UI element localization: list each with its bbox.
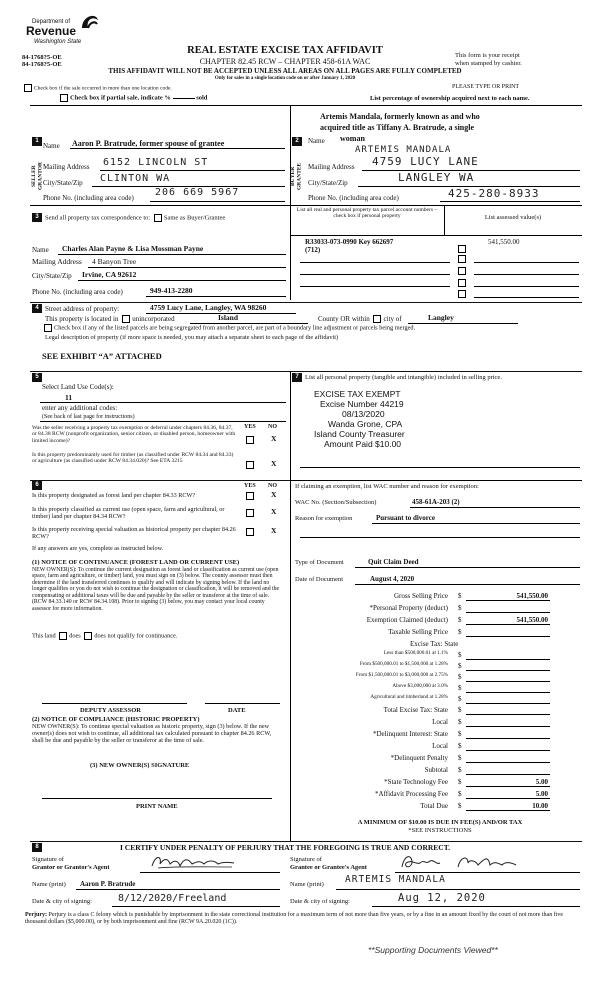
- local2-dollar: $: [458, 742, 462, 750]
- grantee-print-label: Name (print): [290, 881, 324, 888]
- legal-note: Legal description of property (if more space is needed, you may attach a separate sheet to each page of the affidavit): [45, 334, 339, 341]
- taxable-label: Taxable Selling Price: [388, 628, 448, 636]
- supporting-docs-note: **Supporting Documents Viewed**: [368, 945, 498, 955]
- buyer-side-label: BUYER GRANTEE: [290, 162, 303, 190]
- delinq-penalty-dollar: $: [458, 754, 462, 762]
- grantor-print-label: Name (print): [32, 881, 66, 888]
- perjury-text: Perjury is a class C felony which is punishable by imprisonment in the state correctional institution for a maximum term of not more than five years, or by a fine in an amount fixed by the court of not more than five thousand dollars ($5,000.00), or by both imprisonment and fine (RCW 9A.20.020 (1C)).: [25, 912, 564, 926]
- grantor-print[interactable]: Aaron P. Bratrude: [80, 880, 136, 888]
- form-code-2: 84-1768?5-OE: [22, 61, 62, 68]
- s5-no-header: NO: [268, 424, 277, 430]
- multi-location-label: Check box if the sale occurred in more than one location code.: [34, 85, 172, 92]
- tax-row-tier5: [300, 695, 550, 704]
- buyer-name-line1[interactable]: Artemis Mandala, formerly known as and who: [320, 112, 480, 121]
- corr-name-label: Name: [32, 246, 49, 254]
- tier5-dollar: $: [458, 695, 462, 703]
- wac-label: WAC No. (Section/Subsection): [295, 499, 377, 506]
- tax-row-local2: [300, 742, 550, 751]
- total-due-dollar: $: [458, 802, 462, 810]
- buyer-mailing[interactable]: 4759 LUCY LANE: [372, 155, 479, 168]
- s6-q2: Is this property classified as current use (open space, farm and agricultural, or timber) land per chapter 84.34 RCW?: [32, 506, 225, 521]
- sold-label: sold: [196, 94, 208, 102]
- corr-mailing[interactable]: 4 Banyon Tree: [92, 257, 137, 266]
- new-owner-signature-field[interactable]: [42, 798, 272, 799]
- buyer-phone-label: Phone No. (including area code): [308, 194, 399, 202]
- personal-label: *Personal Property (deduct): [369, 604, 448, 612]
- exemption-claim-label: If claiming an exemption, list WAC number and reason for exemption:: [295, 483, 479, 490]
- delinq-interest-dollar: $: [458, 730, 462, 738]
- exemption-reason[interactable]: Pursuant to divorce: [376, 514, 435, 522]
- buyer-name-line2[interactable]: acquired title as Tiffany A. Bratrude, a single: [320, 123, 475, 132]
- tier1-dollar: $: [458, 651, 462, 659]
- form-title: REAL ESTATE EXCISE TAX AFFIDAVIT: [187, 45, 383, 56]
- grantor-date[interactable]: 8/12/2020/Freeland: [118, 893, 227, 904]
- state-tech-label: *State Technology Fee: [384, 778, 448, 786]
- receipt-note-2: when stamped by cashier.: [455, 60, 522, 67]
- section-5-badge: 5: [32, 373, 42, 382]
- partial-sale-row: [58, 94, 207, 102]
- assessed-header: List assessed value(s): [484, 214, 542, 221]
- total-excise-dollar: $: [458, 706, 462, 714]
- buyer-name-hand[interactable]: ARTEMIS MANDALA: [355, 145, 452, 155]
- gross-dollar: $: [458, 592, 462, 600]
- affidavit-fee-value[interactable]: 5.00: [535, 790, 548, 798]
- notice2-title: (2) NOTICE OF COMPLIANCE (HISTORIC PROPERTY): [32, 716, 200, 723]
- grantor-sig-label-1: Signature of: [32, 856, 64, 863]
- doc-type-label: Type of Document: [295, 559, 344, 566]
- s5-q1-yes-checkbox[interactable]: [244, 436, 256, 444]
- buyer-name-line3[interactable]: woman: [340, 134, 365, 143]
- notice1-title: (1) NOTICE OF CONTINUANCE (FOREST LAND OR CURRENT USE): [32, 559, 240, 566]
- buyer-city[interactable]: LANGLEY WA: [398, 171, 475, 184]
- parcel-checkbox-1[interactable]: [456, 245, 468, 253]
- seller-name-label: Name: [43, 142, 60, 150]
- exemption-dollar: $: [458, 616, 462, 624]
- personal-dollar: $: [458, 604, 462, 612]
- stamp-line-3: 08/13/2020: [342, 409, 385, 419]
- send-correspondence-label: Send all property tax correspondence to:: [45, 214, 151, 222]
- corr-city-label: City/State/Zip: [32, 272, 72, 280]
- perjury-note: [25, 912, 581, 926]
- corr-name[interactable]: Charles Alan Payne & Lisa Mossman Payne: [62, 244, 204, 253]
- corr-phone-label: Phone No. (including area code): [32, 288, 123, 296]
- form-code-1: 84-1768?5-OE: [22, 54, 62, 61]
- excise-state-label: Excise Tax: State: [410, 640, 459, 648]
- tax-row-state-tech: [300, 778, 550, 787]
- only-for-sales: Only for sales in a single location code on or after January 1, 2020: [214, 76, 356, 81]
- logo-state: Washington State: [34, 39, 82, 45]
- local2-label: Local: [432, 742, 448, 750]
- personal-property-label: List all personal property (tangible and intangible) included in selling price.: [305, 374, 502, 381]
- taxable-dollar: $: [458, 628, 462, 636]
- exempt-stamp: [314, 389, 405, 449]
- s6-q1-yes-checkbox[interactable]: [244, 492, 256, 500]
- affidavit-fee-dollar: $: [458, 790, 462, 798]
- receipt-note-1: This form is your receipt: [455, 52, 520, 59]
- partial-sale-checkbox[interactable]: [60, 94, 68, 102]
- total-excise-label: Total Excise Tax: State: [383, 706, 448, 714]
- section-4-badge: 4: [32, 304, 42, 313]
- type-or-print: PLEASE TYPE OR PRINT: [452, 84, 520, 90]
- dor-logo: [22, 10, 112, 50]
- exemption-claimed-label: Exemption Claimed (deduct): [366, 616, 448, 624]
- s6-yes-header: YES: [244, 483, 256, 489]
- stamp-line-1: EXCISE TAX EXEMPT: [314, 389, 401, 399]
- reason-label: Reason for exemption: [295, 515, 353, 522]
- multi-location-checkbox[interactable]: [24, 84, 32, 92]
- buyer-mailing-label: Mailing Address: [308, 163, 355, 171]
- new-owner-signature-label: (3) NEW OWNER(S) SIGNATURE: [90, 762, 190, 769]
- tax-row-tier4: [300, 684, 550, 693]
- s6-q3-yes-checkbox[interactable]: [244, 528, 256, 536]
- wac-number[interactable]: 458-61A-203 (2): [412, 498, 460, 506]
- total-due-label: Total Due: [420, 802, 448, 810]
- tax-row-exemption: [300, 616, 550, 625]
- local-label: Local: [432, 718, 448, 726]
- total-due-value[interactable]: 10.00: [532, 802, 548, 810]
- local-dollar: $: [458, 718, 462, 726]
- grantee-signature[interactable]: [398, 851, 528, 873]
- minimum-note: A MINIMUM OF $10.00 IS DUE IN FEE(S) AND/OR TAX: [357, 819, 523, 826]
- tier2-dollar: $: [458, 662, 462, 670]
- s6-q1: Is this property designated as forest land per chapter 84.33 RCW?: [32, 492, 196, 499]
- stamp-line-5: Island County Treasurer: [314, 429, 405, 439]
- buyer-name-label: Name: [308, 137, 325, 145]
- state-tech-value[interactable]: 5.00: [535, 778, 548, 786]
- located-label: This property is located in: [45, 315, 119, 323]
- parcel-checkbox-2[interactable]: [456, 255, 468, 263]
- street-address[interactable]: 4759 Lucy Lane, Langley, WA 98260: [150, 303, 267, 312]
- corr-mailing-label: Mailing Address: [32, 257, 82, 266]
- tax-row-tier1: [300, 651, 550, 660]
- tier4-dollar: $: [458, 684, 462, 692]
- this-land-label: This land: [32, 632, 56, 640]
- s6-q3-answer[interactable]: X: [271, 526, 277, 535]
- stamp-line-4: Wanda Grone, CPA: [328, 419, 403, 429]
- same-as-buyer-label: Same as Buyer/Grantee: [163, 214, 226, 222]
- logo-dept: Department of: [32, 19, 71, 25]
- tax-row-taxable: [300, 628, 550, 637]
- print-name-label: PRINT NAME: [136, 803, 178, 810]
- grantor-sig-label-2: Grantor or Grantor's Agent: [32, 864, 110, 871]
- tax-row-total-excise: [300, 706, 550, 715]
- additional-codes-label: enter any additional codes:: [42, 404, 118, 412]
- buyer-city-label: City/State/Zip: [308, 179, 348, 187]
- doc-type[interactable]: Quit Claim Deed: [368, 558, 419, 566]
- county[interactable]: Island: [218, 313, 239, 322]
- section-3-badge: 3: [32, 213, 42, 222]
- doc-date-label: Date of Document: [295, 576, 344, 583]
- list-percentage-note: List percentage of ownership acquired next to each name.: [370, 95, 530, 102]
- seller-side-label: SELLER GRANTOR: [31, 162, 44, 191]
- grantee-date[interactable]: Aug 12, 2020: [398, 892, 486, 904]
- parcel-checkbox-3[interactable]: [456, 267, 468, 275]
- state-tech-dollar: $: [458, 778, 462, 786]
- tax-row-tier3: [300, 673, 550, 682]
- city-of-label: city of: [383, 315, 402, 323]
- grantee-date-label: Date & city of signing:: [290, 898, 350, 905]
- tier5-label: Agricultural and timberland at 1.28%: [370, 694, 448, 700]
- s5-q1: Was the seller receiving a property tax exemption or deferral under chapters 84.36, 84.37, or 84.38 RCW (nonprofit organization, senior citizen, or disabled person, homeowner with limited income)?: [32, 425, 236, 444]
- send-correspondence-row: [45, 214, 225, 222]
- section-2-badge: 2: [292, 137, 302, 146]
- segregated-note: Check box if any of the listed parcels are being segregated from another parcel, are part of a boundary line adjustment or parcels being merged.: [54, 324, 416, 332]
- form-subtitle: CHAPTER 82.45 RCW – CHAPTER 458-61A WAC: [199, 57, 371, 66]
- unincorporated-checkbox[interactable]: [122, 315, 130, 323]
- does-label: does: [69, 632, 81, 640]
- section-8-badge: 8: [32, 843, 42, 852]
- land-use-code[interactable]: 11: [65, 393, 73, 402]
- tier4-label: Above $3,000,000 at 3.0%: [392, 683, 448, 689]
- seller-mailing-label: Mailing Address: [43, 163, 90, 171]
- gross-value[interactable]: 541,550.00: [516, 592, 548, 600]
- exemption-claimed-value[interactable]: 541,550.00: [516, 616, 548, 624]
- affidavit-fee-label: *Affidavit Processing Fee: [375, 790, 448, 798]
- tier1-label: Less than $500,000.01 at 1.1%: [383, 650, 448, 656]
- notice2-text: NEW OWNER(S): To continue special valuation as historic property, sign (3) below. If the new owner(s) does not wish to continue, all additional tax calculated pursuant to chapter 84.26 RCW, shall be due and payable by the seller or transferor at the time of sale.: [32, 723, 272, 744]
- seller-name[interactable]: Aaron P. Bratrude, former spouse of grantee: [72, 139, 225, 148]
- tax-row-total-due: [300, 802, 550, 811]
- corr-phone[interactable]: 949-413-2280: [150, 286, 193, 295]
- logo-swoosh-icon: [78, 10, 100, 32]
- partial-percent-field[interactable]: [173, 98, 195, 99]
- street-label: Street address of property:: [45, 305, 120, 313]
- notice1-text: NEW OWNER(S): To continue the current designation as forest land or classification as current use (open space, farm and agriculture, or timber) land, you must sign on (3) below. The county assessor must then determine if the land transferred continues to qualify and will indicate by signing below. If the land no longer qualifies or you do not wish to continue the designation or classification, it will be removed and the compensating or additional taxes will be due and payable by the seller or transferor at the time of sale. (RCW 84.33.140 or RCW 84.34.108). Prior to signing (3) below, you may contact your local county assessor for more information.: [32, 567, 280, 612]
- assessor-date-label: DATE: [228, 707, 246, 714]
- tier3-dollar: $: [458, 673, 462, 681]
- s5-yes-header: YES: [244, 424, 256, 430]
- section-6-badge: 6: [32, 481, 42, 490]
- s6-q2-yes-checkbox[interactable]: [244, 509, 256, 517]
- logo-revenue: Revenue: [26, 24, 77, 38]
- stamp-line-2: Excise Number 44219: [320, 399, 404, 409]
- grantee-sig-label-1: Signature of: [290, 856, 322, 863]
- see-instructions: *SEE INSTRUCTIONS: [408, 827, 472, 834]
- seller-mailing[interactable]: 6152 LINCOLN ST: [103, 157, 209, 168]
- gross-label: Gross Selling Price: [393, 592, 448, 600]
- seller-city-label: City/State/Zip: [43, 179, 83, 187]
- s5-q1-answer[interactable]: X: [271, 434, 277, 443]
- seller-city[interactable]: CLINTON WA: [100, 173, 171, 184]
- see-back-note: (See back of last page for instructions): [42, 414, 135, 420]
- same-as-buyer-checkbox[interactable]: [154, 214, 162, 222]
- corr-city[interactable]: Irvine, CA 92612: [82, 270, 137, 279]
- exhibit-note: SEE EXHIBIT “A” ATTACHED: [42, 351, 162, 361]
- tax-row-gross: [300, 592, 550, 601]
- tax-row-affidavit-fee: [300, 790, 550, 799]
- tax-row-personal: [300, 604, 550, 613]
- subtotal-label: Subtotal: [424, 766, 448, 774]
- county-label: County OR within: [318, 315, 370, 323]
- land-use-label: Select Land Use Code(s):: [42, 383, 114, 391]
- s6-q1-answer[interactable]: X: [271, 490, 277, 499]
- parcel-line-2[interactable]: (712): [305, 246, 321, 254]
- tax-row-delinq-interest: [300, 730, 550, 739]
- form-warning: THIS AFFIDAVIT WILL NOT BE ACCEPTED UNLESS ALL AREAS ON ALL PAGES ARE FULLY COMPLETED: [108, 67, 462, 75]
- certify-statement: I CERTIFY UNDER PENALTY OF PERJURY THAT THE FOREGOING IS TRUE AND CORRECT.: [120, 843, 451, 852]
- parcel-checkbox-5[interactable]: [456, 290, 468, 298]
- tax-row-subtotal: [300, 766, 550, 775]
- deputy-assessor-label: DEPUTY ASSESSOR: [80, 707, 141, 714]
- county-row: [318, 315, 402, 323]
- does-not-label: does not qualify for continuance.: [94, 632, 178, 640]
- does-not-checkbox[interactable]: [84, 632, 92, 640]
- segregated-row: [42, 324, 415, 332]
- grantee-sig-label-2: Grantee or Grantee's Agent: [290, 864, 367, 871]
- s6-q2-answer[interactable]: X: [271, 507, 277, 516]
- city[interactable]: Langley: [428, 313, 454, 322]
- does-checkbox[interactable]: [59, 632, 67, 640]
- s6-no-header: NO: [268, 483, 277, 489]
- tax-row-local: [300, 718, 550, 727]
- stamp-line-6: Amount Paid $10.00: [324, 439, 402, 449]
- s6-if-yes: If any answers are yes, complete as instructed below.: [32, 545, 164, 552]
- partial-sale-label: Check box if partial sale, indicate %: [70, 94, 171, 102]
- seller-phone[interactable]: 206 669 5967: [155, 187, 240, 198]
- s5-q2: Is this property predominantly used for timber (as classified under RCW 84.34 and 84.33) or agriculture (as classified under RCW 84.34.020)? See ETA 3215: [32, 452, 234, 465]
- tax-row-delinq-penalty: [300, 754, 550, 763]
- grantor-signature[interactable]: [148, 852, 238, 872]
- section-1-badge: 1: [32, 137, 42, 146]
- tier3-label: From $1,500,000.01 to $3,000,000 at 2.75%: [355, 672, 448, 678]
- segregated-checkbox[interactable]: [44, 324, 52, 332]
- grantor-date-label: Date & city of signing:: [32, 898, 92, 905]
- s6-q3: Is this property receiving special valuation as historical property per chapter 84.26 RCW?: [32, 526, 236, 541]
- unincorporated-label: unincorporated: [132, 315, 175, 323]
- delinq-penalty-label: *Delinquent Penalty: [390, 754, 448, 762]
- perjury-label: Perjury:: [25, 912, 47, 918]
- tax-row-tier2: [300, 662, 550, 671]
- delinq-interest-label: *Delinquent Interest: State: [372, 730, 448, 738]
- parcel-header: List all real and personal property tax parcel account numbers – check box if personal property: [296, 207, 438, 220]
- doc-date[interactable]: August 4, 2020: [370, 575, 415, 583]
- s5-q2-answer[interactable]: X: [271, 459, 277, 468]
- buyer-phone[interactable]: 425-280-8933: [448, 187, 540, 200]
- seller-phone-label: Phone No. (including area code): [43, 194, 134, 202]
- assessed-value[interactable]: 541,550.00: [488, 238, 520, 246]
- continuance-row: [32, 632, 177, 640]
- parcel-checkbox-4[interactable]: [456, 279, 468, 287]
- located-row: [45, 315, 175, 323]
- tier2-label: From $500,000.01 to $1,500,000 at 1.28%: [359, 661, 448, 667]
- grantee-print[interactable]: ARTEMIS MANDALA: [345, 874, 446, 885]
- s5-q2-yes-checkbox[interactable]: [244, 461, 256, 469]
- city-checkbox[interactable]: [373, 315, 381, 323]
- section-7-badge: 7: [292, 373, 302, 382]
- multi-location-row: [22, 84, 172, 92]
- subtotal-dollar: $: [458, 766, 462, 774]
- parcel-line-1[interactable]: R33033-073-0990 Key 662697: [305, 238, 394, 246]
